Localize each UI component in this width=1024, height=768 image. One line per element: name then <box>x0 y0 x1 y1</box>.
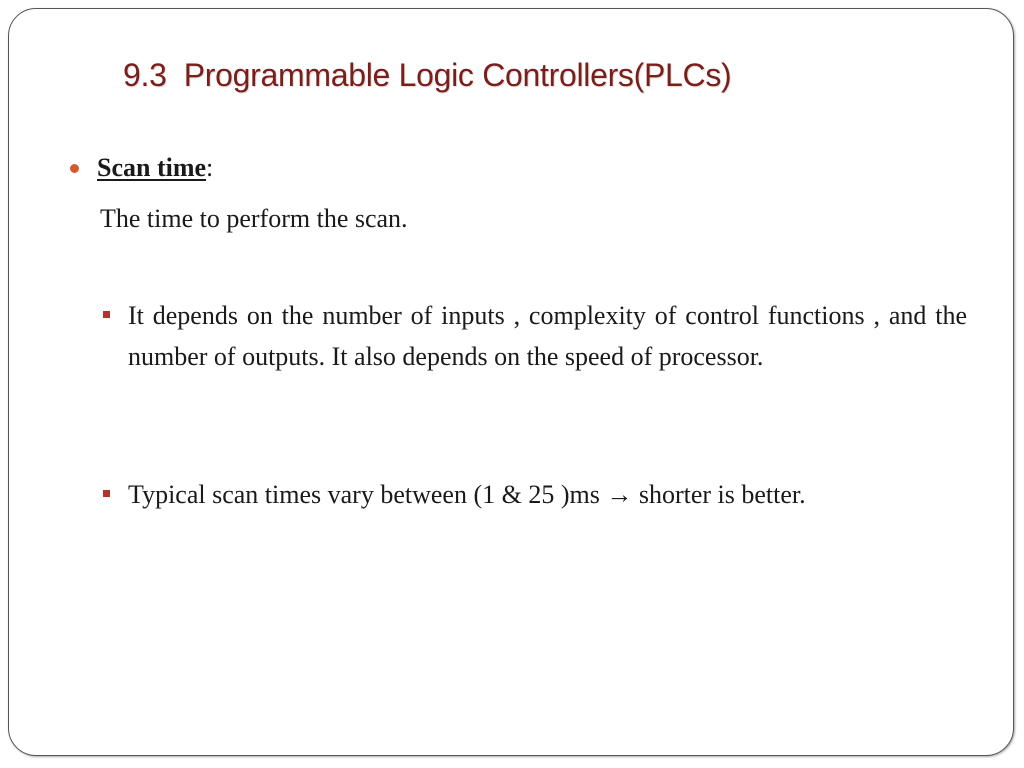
sub-bullet-text: It depends on the number of inputs , complexity of control functions , and the number of outputs. It also depends on the speed of processor. <box>128 301 967 371</box>
square-bullet-icon <box>103 490 110 497</box>
bullet-line <box>97 150 213 186</box>
sub-bullet-typical-times <box>103 474 967 515</box>
scan-time-definition: The time to perform the scan. <box>100 204 408 233</box>
sub-bullet-text: Typical scan times vary between (1 & 25 )ms → shorter is better. <box>128 480 806 509</box>
round-bullet-icon <box>70 164 79 173</box>
heading-colon: : <box>206 153 214 182</box>
slide-title: 9.3 Programmable Logic Controllers(PLCs) <box>123 57 732 93</box>
square-bullet-icon <box>103 311 110 318</box>
sub-bullet-dependencies <box>103 295 967 377</box>
slide-frame <box>8 8 1014 756</box>
scan-time-heading: Scan time <box>97 153 207 182</box>
